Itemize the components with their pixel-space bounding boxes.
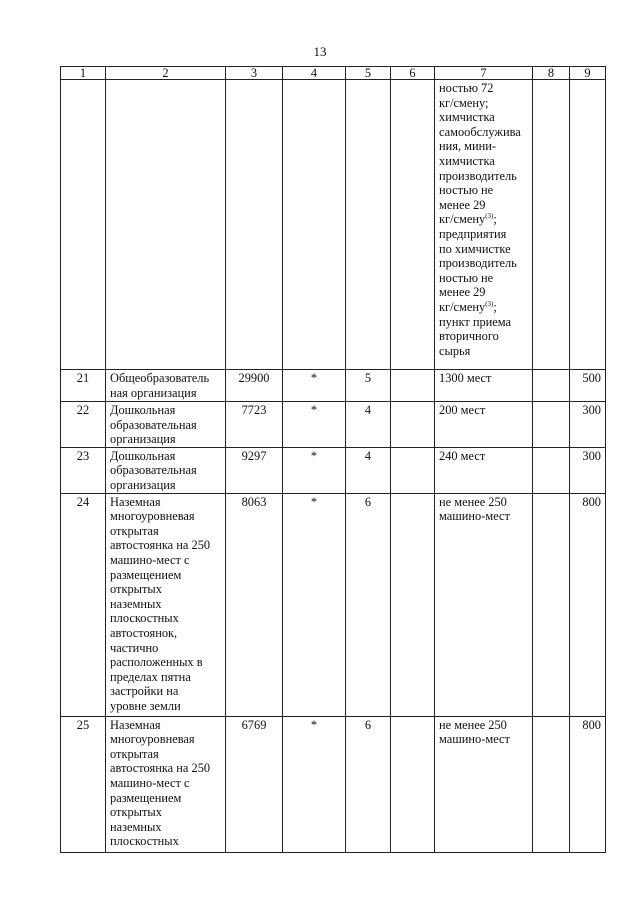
cell-capacity (435, 80, 533, 370)
cell-col9 (570, 80, 606, 370)
cell-col6 (391, 402, 435, 448)
cell-capacity: 1300 мест (435, 370, 533, 402)
cell-col9: 800 (570, 493, 606, 716)
cell-col4: * (283, 370, 346, 402)
cell-col8 (533, 716, 570, 852)
cell-col4 (283, 80, 346, 370)
cell-col3: 6769 (226, 716, 283, 852)
footnote-mark: (3) (485, 299, 494, 308)
cell-col6 (391, 80, 435, 370)
cell-number: 21 (61, 370, 106, 402)
column-header: 8 (533, 67, 570, 80)
footnote-mark: (3) (485, 212, 494, 221)
cell-col9: 800 (570, 716, 606, 852)
cell-col6 (391, 447, 435, 493)
column-header: 6 (391, 67, 435, 80)
cell-capacity: не менее 250 машино-мест (435, 716, 533, 852)
data-table (60, 66, 606, 853)
cell-col3: 9297 (226, 447, 283, 493)
cell-col3: 7723 (226, 402, 283, 448)
cell-col9: 300 (570, 447, 606, 493)
table-row (61, 493, 606, 716)
cell-col6 (391, 716, 435, 852)
table-header-row (61, 67, 606, 80)
column-header: 5 (346, 67, 391, 80)
cell-capacity: 240 мест (435, 447, 533, 493)
cell-col9: 500 (570, 370, 606, 402)
cell-col8 (533, 370, 570, 402)
cell-col5: 6 (346, 493, 391, 716)
cell-number: 25 (61, 716, 106, 852)
cell-name: Общеобразователь ная организация (106, 370, 226, 402)
cell-col5: 4 (346, 402, 391, 448)
column-header: 9 (570, 67, 606, 80)
cell-col6 (391, 370, 435, 402)
column-header: 7 (435, 67, 533, 80)
cell-col3: 8063 (226, 493, 283, 716)
table-row (61, 447, 606, 493)
cell-capacity: не менее 250 машино-мест (435, 493, 533, 716)
table-row (61, 402, 606, 448)
cell-name: Наземная многоуровневая открытая автостоянка на 250 машино-мест с размещением открытых наземных плоскостных (106, 716, 226, 852)
cell-name: Дошкольная образовательная организация (106, 402, 226, 448)
cell-col5: 6 (346, 716, 391, 852)
cell-col4: * (283, 493, 346, 716)
capacity-text: ; предприятия по химчистке производитель ностью не менее 29 кг/смену (439, 212, 517, 314)
cell-col8 (533, 80, 570, 370)
cell-col4: * (283, 402, 346, 448)
cell-col8 (533, 402, 570, 448)
cell-number: 24 (61, 493, 106, 716)
cell-col8 (533, 493, 570, 716)
cell-number: 22 (61, 402, 106, 448)
cell-col5 (346, 80, 391, 370)
cell-col4: * (283, 447, 346, 493)
cell-col5: 4 (346, 447, 391, 493)
cell-name: Дошкольная образовательная организация (106, 447, 226, 493)
table-row (61, 80, 606, 370)
cell-col9: 300 (570, 402, 606, 448)
cell-number (61, 80, 106, 370)
cell-col6 (391, 493, 435, 716)
cell-col5: 5 (346, 370, 391, 402)
cell-name: Наземная многоуровневая открытая автостоянка на 250 машино-мест с размещением открытых наземных плоскостных автостоянок, частично расположенных в пределах пятна застройки на уровне земли (106, 493, 226, 716)
column-header: 4 (283, 67, 346, 80)
column-header: 1 (61, 67, 106, 80)
page-number: 13 (313, 44, 327, 59)
cell-col3 (226, 80, 283, 370)
capacity-text: ; пункт приема вторичного сырья (439, 299, 512, 358)
cell-capacity: 200 мест (435, 402, 533, 448)
table-row (61, 716, 606, 852)
cell-col8 (533, 447, 570, 493)
column-header: 3 (226, 67, 283, 80)
cell-col3: 29900 (226, 370, 283, 402)
cell-col4: * (283, 716, 346, 852)
cell-number: 23 (61, 447, 106, 493)
cell-name (106, 80, 226, 370)
table-row (61, 370, 606, 402)
column-header: 2 (106, 67, 226, 80)
capacity-text: ностью 72 кг/смену; химчистка самообслужива ния, мини- химчистка производитель ностью не менее 29 кг/смену (439, 81, 521, 227)
